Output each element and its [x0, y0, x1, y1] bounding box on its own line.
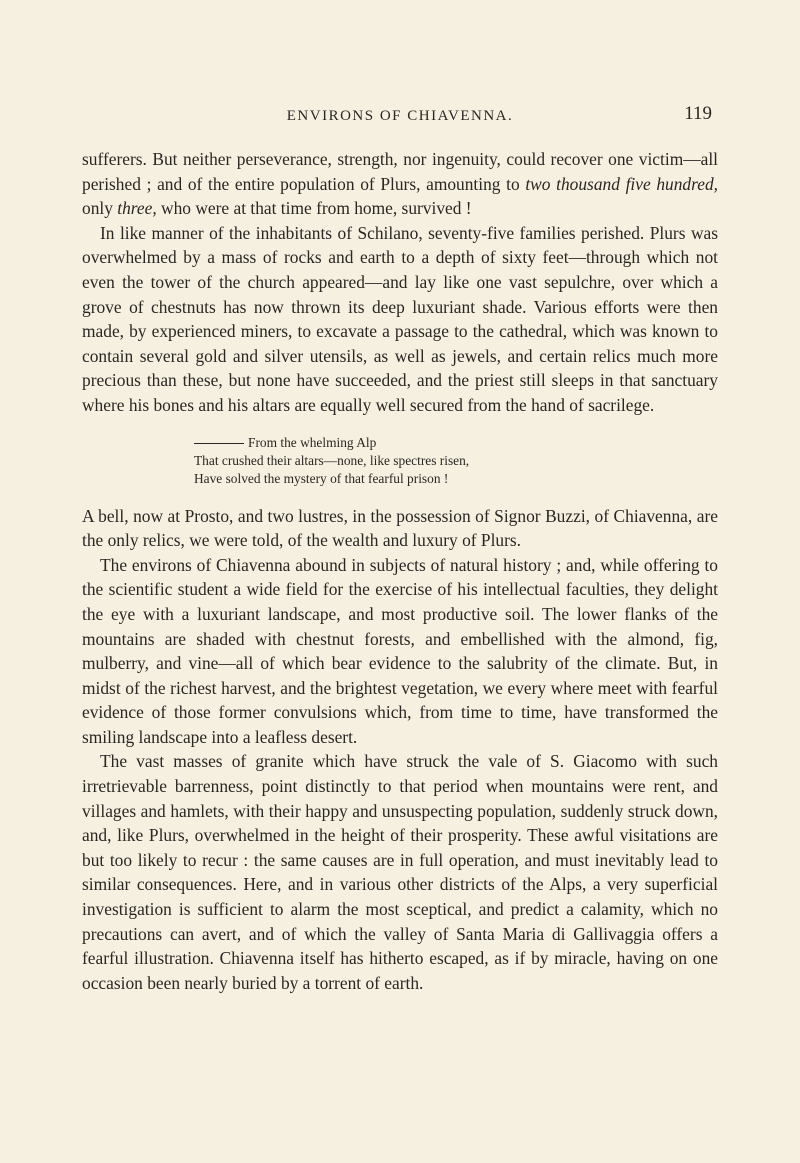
page-number: 119 — [684, 103, 712, 124]
running-title: ENVIRONS OF CHIAVENNA. — [286, 108, 514, 124]
paragraph-1-text-c: who were at that time from home, survived ! — [156, 198, 472, 219]
verse-quote — [82, 434, 718, 488]
paragraph-1-text-a: sufferers. But neither perseverance, strength, nor ingenuity, could recover one victim—all perished ; and of the entire population of Plurs, amounting to — [82, 149, 718, 194]
paragraph-2: In like manner of the inhabitants of Schilano, seventy-five families perished. Plurs was overwhelmed by a mass of rocks and earth to a depth of sixty feet—through which not even the tower of the church appeared—and lay like one vast sepulchre, over which a grove of chestnuts has now thrown its deep luxuriant shade. Various efforts were then made, by experienced miners, to excavate a passage to the cathedral, which was known to contain several gold and silver utensils, as well as jewels, and certain relics much more precious than these, but none have succeeded, and the priest still sleeps in that sanctuary where his bones and his altars are equally well secured from the hand of sacrilege. — [82, 222, 718, 415]
paragraph-5: The vast masses of granite which have struck the vale of S. Giacomo with such irretrievable barrenness, point distinctly to that period when mountains were rent, and villages and hamlets, with their happy and unsuspecting population, suddenly struck down, and, like Plurs, overwhelmed in the height of their prosperity. These awful visitations are but too likely to recur : the same causes are in full operation, and must inevitably lead to similar consequences. Here, and in various other districts of the Alps, a very superficial investigation is sufficient to alarm the most sceptical, and predict a calamity, which no precautions can avert, and of which the valley of Santa Maria di Gallivaggia offers a fearful illustration. Chiavenna itself has hitherto escaped, as if by miracle, having on one occasion been nearly buried by a torrent of earth. — [82, 751, 718, 993]
paragraph-1-emphasis-1: two thousand five hundred, — [525, 173, 718, 194]
paragraph-3: A bell, now at Prosto, and two lustres, in the possession of Signor Buzzi, of Chiavenna, are the only relics, we were told, of the wealth and luxury of Plurs. — [82, 505, 718, 551]
verse-line-3: Have solved the mystery of that fearful prison ! — [194, 470, 449, 486]
paragraph-4: The environs of Chiavenna abound in subjects of natural history ; and, while offering to the scientific student a wide field for the exercise of his intellectual faculties, they delight the eye with a luxuriant landscape, and most productive soil. The lower flanks of the mountains are shaded with chestnut forests, and embellished with the almond, fig, mulberry, and vine—all of which bear evidence to the salubrity of the climate. But, in midst of the richest harvest, and the brightest vegetation, we every where meet with fearful evidence of those former convulsions which, from time to time, have transformed the smiling landscape into a leafless desert. — [82, 554, 718, 747]
verse-dash — [194, 443, 244, 444]
verse-line-1 — [194, 434, 718, 452]
paragraph-1-text-b: only — [82, 198, 118, 219]
verse-line-2: That crushed their altars—none, like spectres risen, — [194, 452, 470, 468]
body-text — [82, 147, 718, 995]
paragraph-1-emphasis-2: three, — [117, 198, 157, 219]
paragraph-1 — [82, 147, 718, 221]
verse-line-1-text: From the whelming Alp — [248, 434, 377, 450]
